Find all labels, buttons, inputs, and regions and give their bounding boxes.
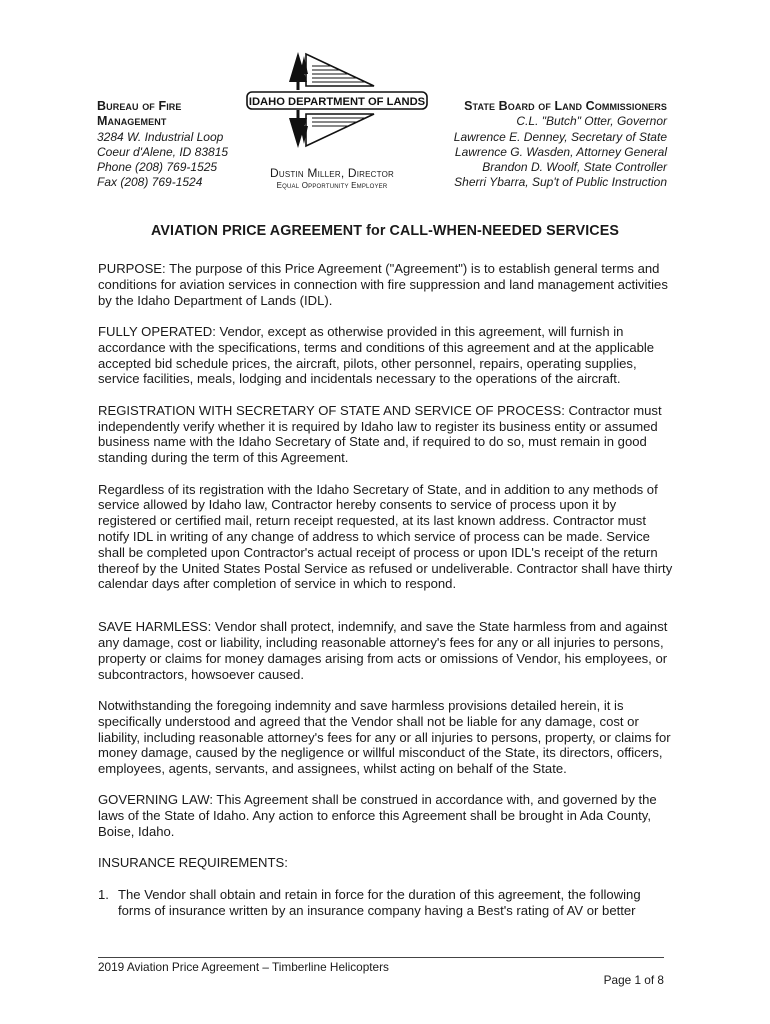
director-name: Dustin Miller, Director	[269, 166, 395, 180]
logo-lower-triangle	[306, 114, 374, 146]
logo-tree-lower-icon	[289, 110, 308, 148]
board-member: C.L. "Butch" Otter, Governor	[516, 114, 667, 129]
save-harmless-paragraph: SAVE HARMLESS: Vendor shall protect, indemnify, and save the State harmless from and against any damage, cost or liability, including reasonable attorney's fees for any or all injuries to persons, property or claims for money damages arising from acts or omissions of Vendor, his employees, or subcontractors, howsoever caused.	[98, 619, 668, 682]
bureau-name-line2: Management	[97, 114, 167, 129]
director-block	[244, 166, 420, 190]
bureau-fax: Fax (208) 769-1524	[97, 175, 203, 190]
list-item-text: The Vendor shall obtain and retain in force for the duration of this agreement, the following forms of insurance written by an insurance company having a Best's rating of AV or better	[118, 886, 641, 918]
footer-divider	[98, 957, 664, 958]
footer-document-name: 2019 Aviation Price Agreement – Timberline Helicopters	[98, 960, 389, 974]
service-of-process-paragraph: Regardless of its registration with the Idaho Secretary of State, and in addition to any methods of service allowed by Idaho law, Contractor hereby consents to service of process upon it by registered or certified mail, return receipt requested, at its last known address. Contractor must notify IDL in writing of any change of address to which service of process can be made. Service shall be completed upon Contractor's actual receipt of process or upon IDL's receipt of the return thereof by the United States Postal Service as refused or undeliverable. Contractor shall have thirty calendar days after completion of service in which to respond.	[98, 481, 673, 592]
bureau-name-line1: Bureau of Fire	[97, 99, 182, 113]
indemnity-paragraph: Notwithstanding the foregoing indemnity and save harmless provisions detailed herein, it is specifically understood and agreed that the Vendor shall not be liable for any damage, cost or liability, including reasonable attorney's fees for any or all injuries to persons, property, or claims for money damage, caused by the negligence or willful misconduct of the State, its directors, officers, employees, agents, servants, and assignees, whilst acting on behalf of the State.	[98, 697, 671, 777]
logo-banner-text: IDAHO DEPARTMENT OF LANDS	[248, 96, 426, 108]
page-number: Page 1 of 8	[603, 973, 664, 987]
land-board-block	[407, 99, 667, 191]
bureau-phone: Phone (208) 769-1525	[97, 160, 218, 175]
logo-upper-stripes	[312, 66, 366, 82]
idl-logo	[244, 44, 430, 172]
bureau-address1: 3284 W. Industrial Loop	[97, 129, 224, 144]
board-member: Lawrence E. Denney, Secretary of State	[453, 129, 667, 144]
land-board-title: State Board of Land Commissioners	[464, 99, 667, 113]
board-member: Sherri Ybarra, Sup't of Public Instruction	[454, 175, 667, 190]
equal-opportunity-employer: Equal Opportunity Employer	[276, 181, 388, 190]
board-member: Lawrence G. Wasden, Attorney General	[454, 144, 667, 159]
list-item-number: 1.	[98, 886, 109, 902]
board-member: Brandon D. Woolf, State Controller	[482, 160, 667, 175]
bureau-address2: Coeur d'Alene, ID 83815	[97, 144, 229, 159]
logo-tree-upper-icon	[289, 52, 308, 90]
insurance-heading: INSURANCE REQUIREMENTS:	[98, 855, 288, 871]
governing-law-paragraph: GOVERNING LAW: This Agreement shall be construed in accordance with, and governed by the laws of the State of Idaho. Any action to enforce this Agreement shall be brought in Ada County, Boise, Idaho.	[98, 792, 657, 840]
list-item	[98, 887, 673, 919]
agreement-body	[98, 261, 673, 918]
purpose-paragraph: PURPOSE: The purpose of this Price Agreement ("Agreement") is to establish general terms and conditions for aviation services in connection with fire suppression and land management activities by the Idaho Department of Lands (IDL).	[98, 261, 668, 308]
document-title: AVIATION PRICE AGREEMENT for CALL-WHEN-NEEDED SERVICES	[151, 223, 619, 239]
fully-operated-paragraph: FULLY OPERATED: Vendor, except as otherwise provided in this agreement, will furnish in accordance with the specifications, terms and conditions of this agreement and at the applicable accepted bid schedule prices, the aircraft, pilots, other personnel, repairs, operating supplies, service facilities, meals, lodging and incidentals necessary to the operations of the aircraft.	[98, 323, 655, 387]
registration-paragraph: REGISTRATION WITH SECRETARY OF STATE AND SERVICE OF PROCESS: Contractor must independently verify whether it is required by Idaho law to register its business entity or assumed business name with the Idaho Secretary of State and, if required to do so, must remain in good standing during the term of this Agreement.	[98, 402, 662, 466]
